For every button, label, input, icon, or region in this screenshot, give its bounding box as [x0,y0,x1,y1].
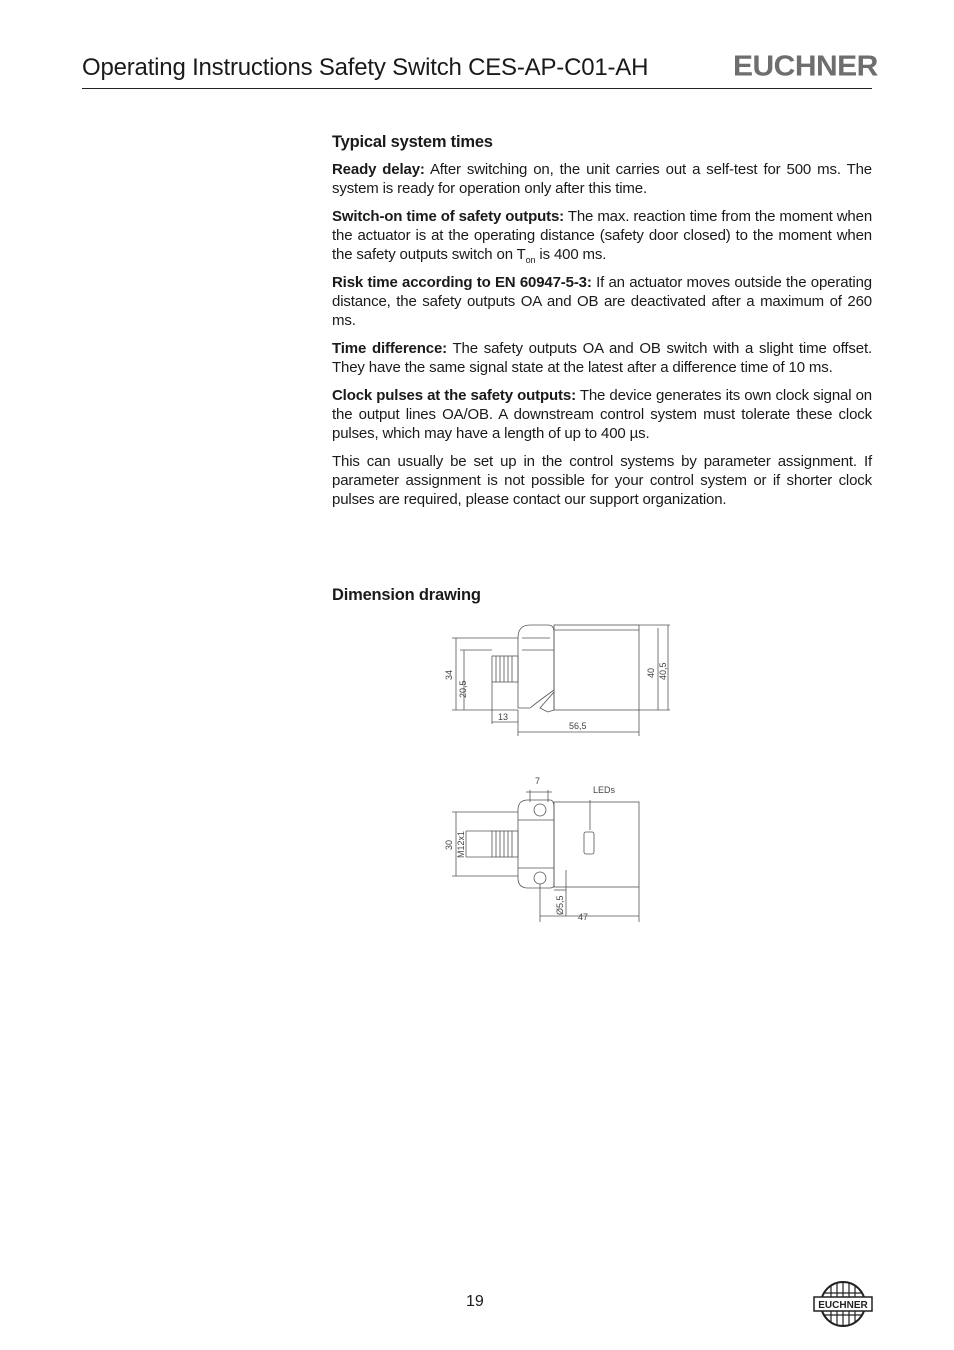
subscript-on: on [525,255,536,265]
section-heading-system-times: Typical system times [332,133,493,151]
paragraph-switch-on-time [332,207,872,264]
header-divider [82,88,872,89]
top-view [452,790,639,922]
dim-56-5: 56,5 [569,721,587,731]
dim-hole-diameter: Ø5,5 [555,895,565,915]
top-view-body [554,802,639,887]
dim-30: 30 [444,839,454,850]
paragraph-risk-time [332,273,872,330]
mounting-hole-bottom [534,872,546,884]
text-switch-on-time-end: is 400 ms. [535,246,607,263]
footer-logo-text: EUCHNER [818,1300,868,1311]
document-title: Operating Instructions Safety Switch CES-AP-C01-AH [82,54,649,81]
mounting-hole-top [534,804,546,816]
dim-13: 13 [498,712,509,722]
top-view-head [518,800,554,888]
side-view-body [554,625,639,710]
side-view-head [518,625,554,708]
system-times-section [332,133,872,518]
dim-7: 7 [535,776,541,786]
side-view-head-inner [522,638,554,650]
text-clock-pulses: The device generates its own clock signal on the output lines OA/OB. A downstream control system must tolerate these clock pulses, which may have a length of up to 400 µs. [332,387,872,442]
dim-20-5: 20,5 [458,680,468,698]
section-heading-dimension-drawing: Dimension drawing [332,586,481,604]
side-view [452,625,670,736]
term-risk-time: Risk time according to EN 60947-5-3: [332,274,592,291]
euchner-footer-logo [812,1279,874,1329]
dim-m12x1: M12x1 [456,830,466,858]
text-ready-delay: After switching on, the unit carries out a self-test for 500 ms. The system is ready for operation only after this time. [332,161,872,197]
dim-40-5: 40,5 [658,662,668,680]
term-time-difference: Time difference: [332,340,447,357]
dim-40: 40 [646,667,656,678]
paragraph-clock-pulses [332,386,872,443]
dimension-drawing [430,620,680,930]
brand-logo: EUCHNER [733,50,878,83]
leds-label: LEDs [593,785,616,795]
term-switch-on-time: Switch-on time of safety outputs: [332,208,565,225]
dim-34: 34 [444,669,454,680]
paragraph-parameter-note: This can usually be set up in the control systems by parameter assignment. If parameter assignment is not possible for your control system or if shorter clock pulses are required, please contact our support organization. [332,453,872,508]
led-window [584,832,594,854]
paragraph-time-difference [332,339,872,377]
term-ready-delay: Ready delay: [332,161,425,178]
paragraph-ready-delay [332,160,872,198]
text-time-difference: The safety outputs OA and OB switch with a slight time offset. They have the same signal state at the latest after a difference time of 10 ms. [332,340,872,376]
text-switch-on-time: The max. reaction time from the moment when the actuator is at the operating distance (safety door closed) to the moment when the safety outputs switch on T [332,208,873,263]
dim-47: 47 [578,912,589,922]
page-number: 19 [466,1293,484,1310]
text-risk-time: If an actuator moves outside the operating distance, the safety outputs OA and OB are deactivated after a maximum of 260 ms. [332,274,872,329]
term-clock-pulses: Clock pulses at the safety outputs: [332,387,576,404]
